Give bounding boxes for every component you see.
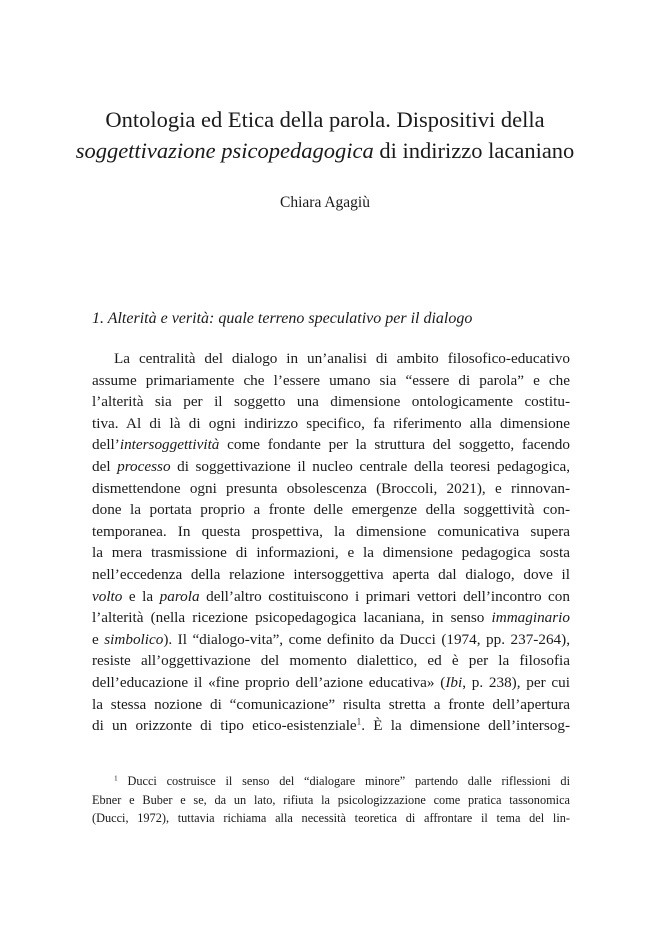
author-name: Chiara Agagiù xyxy=(280,194,370,211)
italic-text: intersoggettività xyxy=(119,436,220,454)
text-run: dismettendone ogni presunta obsolescenza (Broccoli, 2021), e rinnovan- xyxy=(92,479,570,497)
text-run: temporanea. In questa prospettiva, la dimensione comunicativa supera xyxy=(92,522,570,540)
italic-text: simbolico xyxy=(104,630,164,648)
text-run: nell’eccedenza della relazione intersoggettiva aperta dal dialogo, dove il xyxy=(92,565,570,583)
text-run: del xyxy=(92,457,118,475)
body-line xyxy=(92,629,570,651)
italic-text: processo xyxy=(117,457,171,475)
section-heading: 1. Alterità e verità: quale terreno speculativo per il dialogo xyxy=(92,310,473,327)
text-run: ). Il “dialogo-vita”, come definito da Ducci (1974, pp. 237-264), xyxy=(163,630,570,648)
body-line xyxy=(92,348,570,370)
body-line xyxy=(92,586,570,608)
body-line xyxy=(92,521,570,543)
body-line xyxy=(92,413,570,435)
body-paragraph xyxy=(92,348,570,737)
title-line-2 xyxy=(60,135,590,166)
text-run: come fondante per la struttura del soggetto, facendo xyxy=(219,436,570,454)
footnote-line xyxy=(92,791,570,810)
text-run: l’alterità (nella ricezione psicopedagogica lacaniana, in senso xyxy=(92,609,492,627)
footnote-marker: 1 xyxy=(356,716,362,727)
body-line xyxy=(92,607,570,629)
footnote-marker: 1 xyxy=(114,773,118,783)
text-run: di un orizzonte di tipo etico-esistenziale xyxy=(92,717,357,735)
footnote xyxy=(92,772,570,828)
body-line xyxy=(92,456,570,478)
italic-text: volto xyxy=(92,587,123,605)
text-run: dell’altro costituiscono i primari vettori dell’incontro con xyxy=(199,587,570,605)
text-run: Ducci costruisce il senso del “dialogare minore” partendo dalle riflessioni di xyxy=(117,774,570,788)
text-run: done la portata proprio a fronte delle emergenze della soggettività con- xyxy=(92,501,570,519)
text-run: resiste all’oggettivazione del momento dialettico, ed è per la filosofia xyxy=(92,652,570,670)
italic-text: immaginario xyxy=(491,609,570,627)
body-line xyxy=(92,478,570,500)
title-line-1: Ontologia ed Etica della parola. Dispositivi della xyxy=(105,107,545,132)
italic-text: parola xyxy=(159,587,200,605)
body-line xyxy=(92,499,570,521)
title-rest-part: di indirizzo lacaniano xyxy=(373,138,575,163)
body-line xyxy=(92,650,570,672)
text-run: e la xyxy=(122,587,160,605)
body-line xyxy=(92,434,570,456)
text-run: l’alterità sia per il soggetto una dimensione ontologicamente costitu- xyxy=(92,393,570,411)
footnote-line xyxy=(92,809,570,828)
text-run: , p. 238), per cui xyxy=(462,673,570,691)
body-line xyxy=(92,715,570,737)
text-run: e xyxy=(92,630,105,648)
text-run: tiva. Al di là di ogni indirizzo specifico, fa riferimento alla dimensione xyxy=(92,414,570,432)
text-run: di soggettivazione il nucleo centrale della teoresi pedagogica, xyxy=(170,457,570,475)
title-italic-part: soggettivazione psicopedagogica xyxy=(75,138,374,163)
body-line xyxy=(92,672,570,694)
text-run: la stessa nozione di “comunicazione” risulta stretta a fronte dell’apertura xyxy=(92,695,570,713)
text-run: la mera trasmissione di informazioni, e la dimensione pedagogica sosta xyxy=(92,544,570,562)
text-run: La centralità del dialogo in un’analisi di ambito filosofico-educativo xyxy=(114,350,570,367)
text-run: Ebner e Buber e se, da un lato, rifiuta la psicologizzazione come pratica tassonomica xyxy=(92,792,570,807)
body-line xyxy=(92,542,570,564)
italic-text: Ibi xyxy=(445,673,463,691)
body-line xyxy=(92,694,570,716)
body-line xyxy=(92,370,570,392)
footnote-line xyxy=(92,772,570,791)
text-run: . È la dimensione dell’intersog- xyxy=(361,717,571,735)
body-line xyxy=(92,564,570,586)
text-run: dell’educazione il «fine proprio dell’azione educativa» ( xyxy=(92,673,446,691)
text-run: assume primariamente che l’essere umano sia “essere di parola” e che xyxy=(92,371,570,389)
text-run: dell’ xyxy=(92,436,120,454)
article-title xyxy=(60,104,590,166)
text-run: (Ducci, 1972), tuttavia richiama alla necessità teoretica di affrontare il tema del lin- xyxy=(92,811,570,825)
body-line xyxy=(92,391,570,413)
